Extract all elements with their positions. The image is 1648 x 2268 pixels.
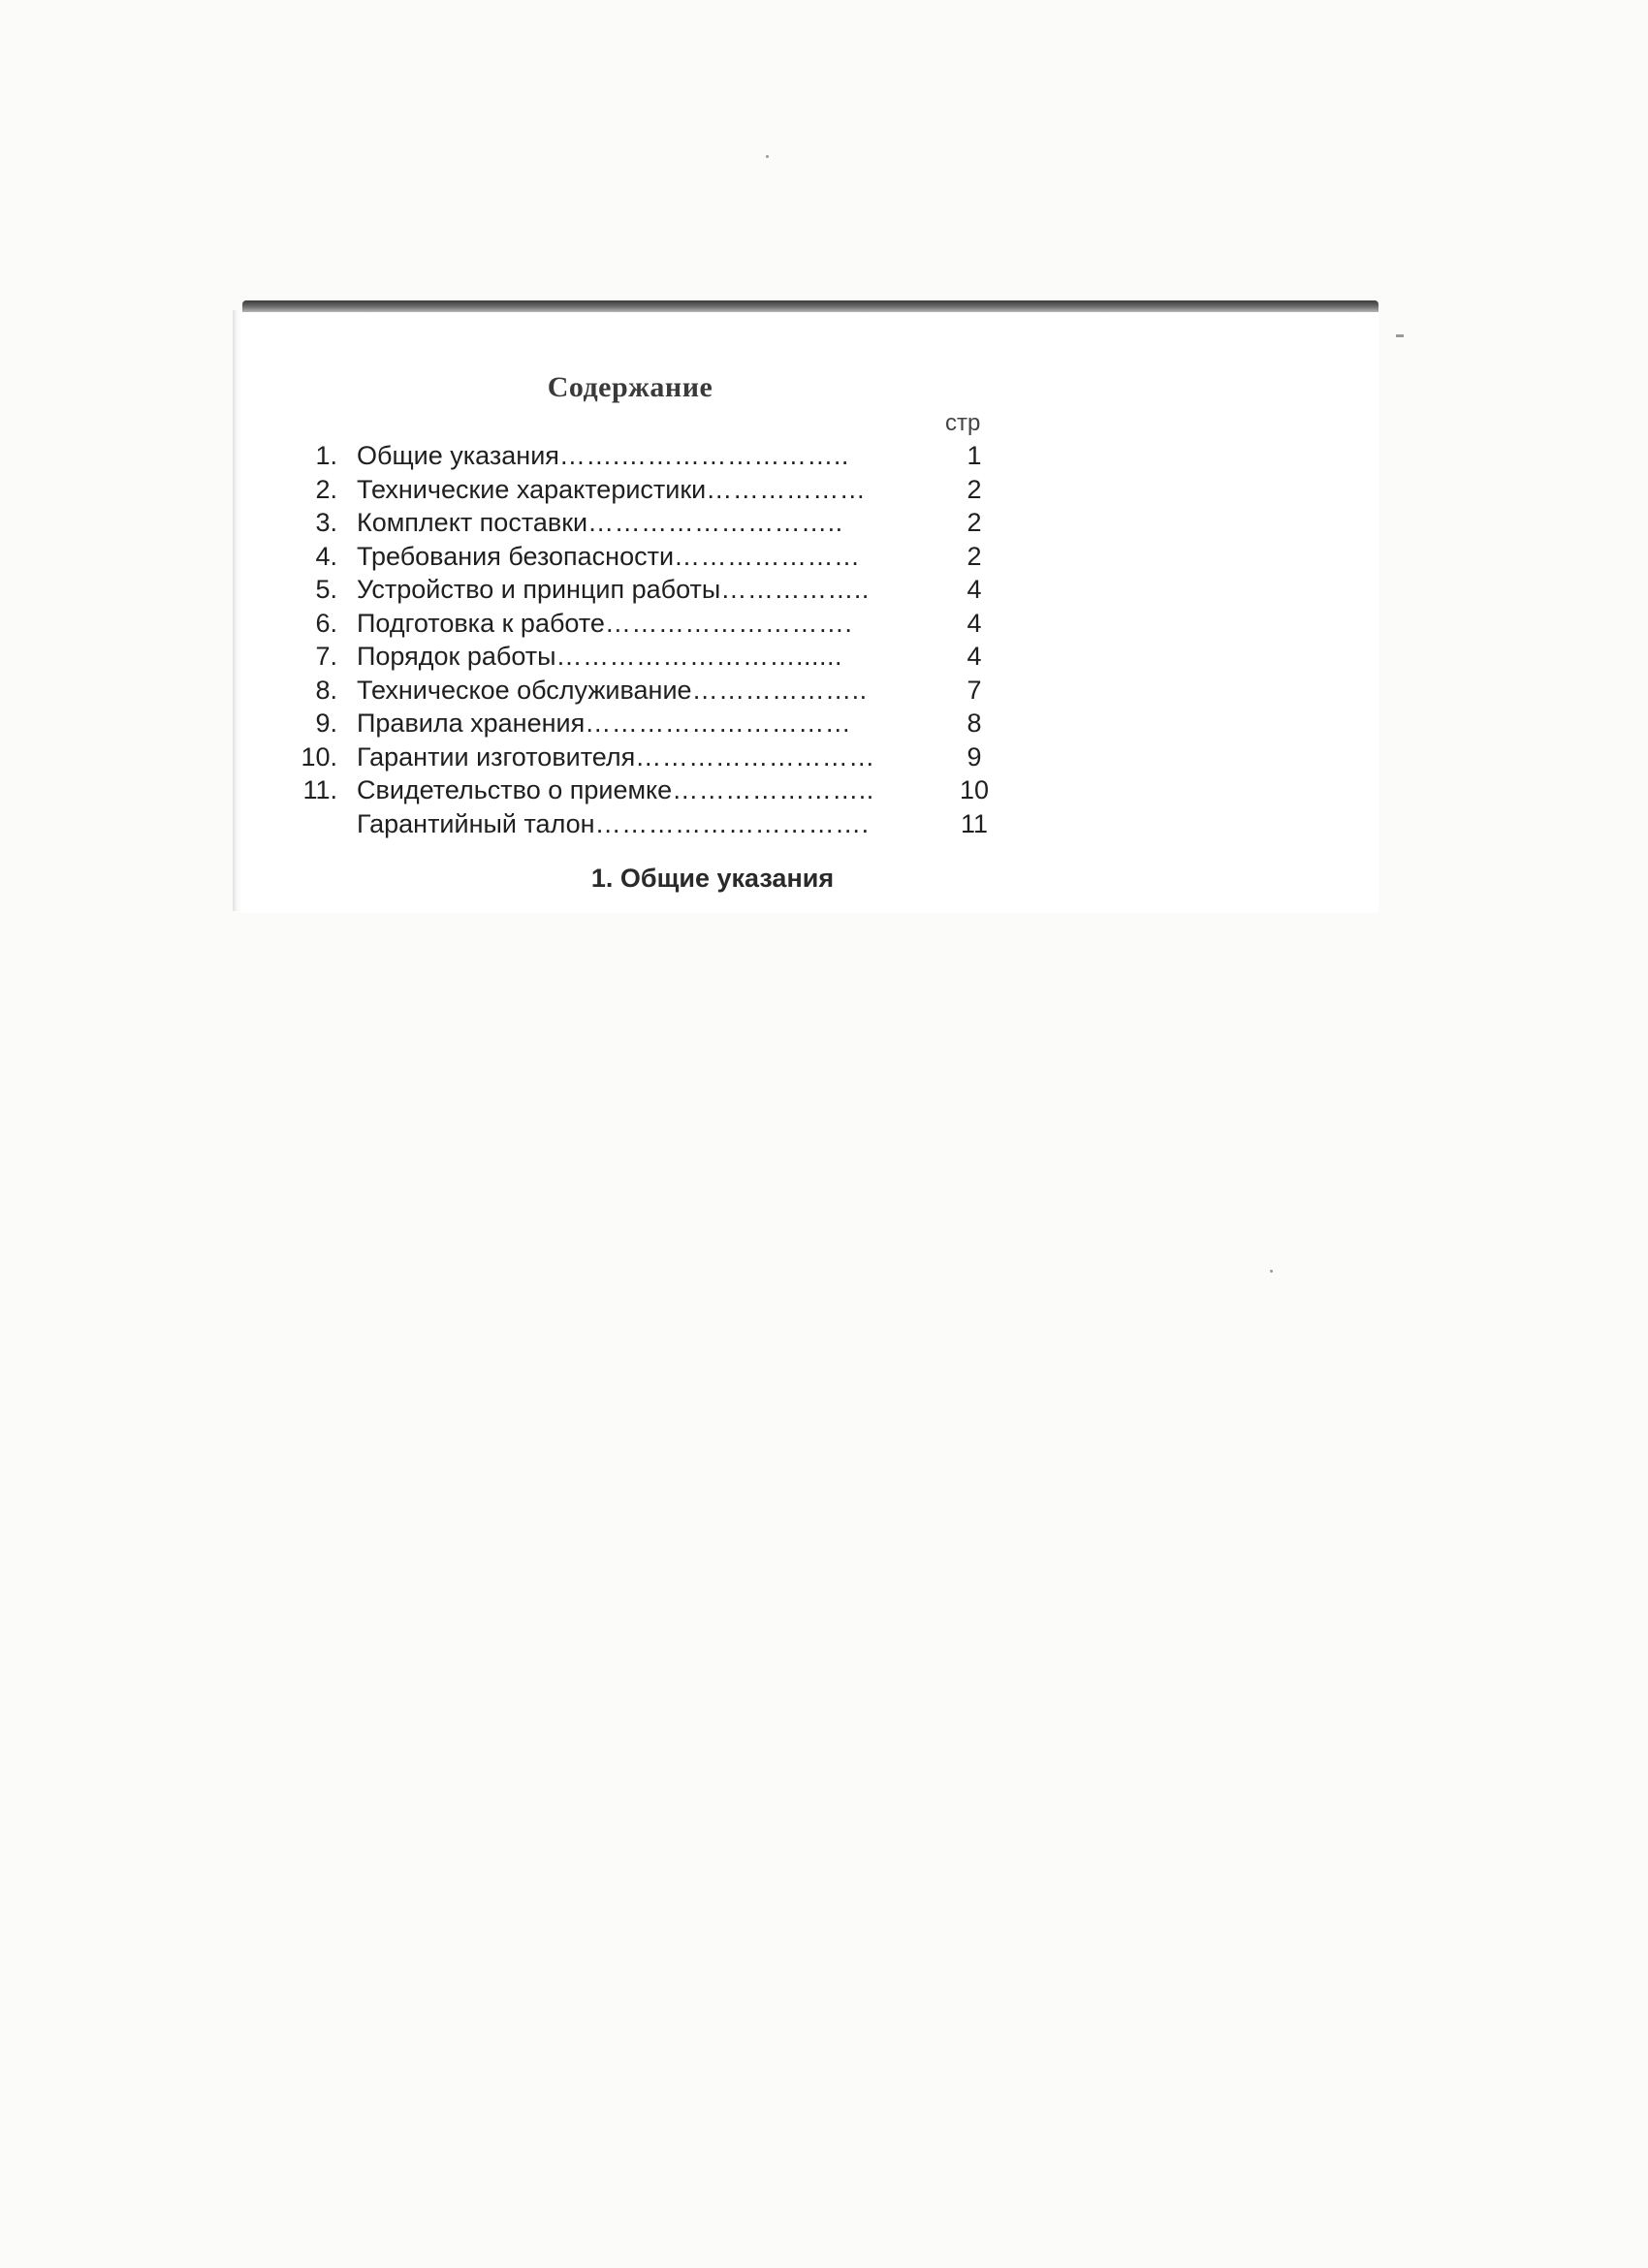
toc-entry-label: Подготовка к работе [357,608,605,638]
toc-entry-leader: …….…………………….. [558,441,849,470]
toc-entry-number: 1. [315,441,337,470]
scan-speck [1270,1270,1273,1273]
scan-speck [1396,334,1404,337]
toc-entry [291,542,1008,576]
toc-entry-page: 2 [967,508,982,537]
toc-entry-leader: ……………………….. [587,508,843,537]
toc-entry [291,775,1008,809]
toc-entry-leader: ………………………. [604,608,853,638]
toc-entry-label: Требования безопасности [357,541,675,571]
toc-entry [291,709,1008,742]
toc-entry [291,676,1008,709]
toc-entry-page: 1 [967,441,982,470]
toc-entry [291,475,1008,509]
toc-entry-page: 9 [967,741,982,772]
toc-entry-leader: ……………… [706,474,867,504]
toc-entry-leader: …………………………. [594,808,870,838]
toc-entry [291,809,1008,843]
toc-entry [291,508,1008,542]
toc-entry-number: 9. [315,709,337,738]
toc-entry-number: 2. [315,474,337,504]
toc-entry-leader: ………………….. [672,775,874,804]
toc-entry-page: 4 [967,608,982,638]
toc-entry-page: 2 [967,474,982,504]
toc-entry-number: 3. [315,508,337,537]
toc-entry [291,441,1008,475]
toc-entry-label: Гарантии изготовителя [357,741,636,772]
section-heading: 1. Общие указания [590,864,835,893]
toc-entry-page: 10 [959,775,990,804]
toc-entry-page: 7 [967,675,982,705]
toc-entry [291,609,1008,643]
toc-entry [291,575,1008,609]
toc-entry-label: Техническое обслуживание [357,675,692,705]
toc-entry-number: 7. [315,642,337,671]
toc-entry-number: 4. [315,541,337,571]
toc-entry-page: 4 [967,642,982,671]
toc-entry-leader: ………………………...... [555,642,843,671]
page-column-header: стр [945,410,981,436]
toc-entry-leader: …………….. [720,575,870,604]
toc-entry-label: Порядок работы [357,642,556,671]
toc-entry-page: 2 [967,541,982,571]
toc-entry-label: Правила хранения [357,709,586,738]
toc-entry-label: Комплект поставки [357,508,588,537]
toc-entry-label: Общие указания [357,441,559,470]
toc-entry-page: 11 [960,808,989,838]
toc-entry [291,642,1008,676]
toc-entry-leader: ………………………… [585,709,852,738]
toc-entry-number: 6. [315,608,337,638]
scan-speck [766,155,769,158]
toc-entry [291,742,1008,776]
toc-entry-number: 5. [315,575,337,604]
toc-entry-page: 4 [967,575,982,604]
toc-title: Содержание [547,371,713,403]
toc-entry-leader: ……………….. [691,675,868,705]
toc-entry-label: Свидетельство о приемке [357,775,673,804]
toc-entry-label: Гарантийный талон [357,808,595,838]
toc-entry-leader: ……………………… [635,741,875,772]
toc-entry-number: 10. [301,741,337,772]
toc-entry-label: Технические характеристики [357,474,707,504]
toc-entry-label: Устройство и принцип работы [357,575,721,604]
toc-entry-leader: ………………… [674,541,861,571]
toc-entry-number: 8. [315,675,337,705]
table-of-contents [291,441,1008,842]
toc-entry-number: 11. [302,775,337,804]
toc-entry-page: 8 [967,709,982,738]
